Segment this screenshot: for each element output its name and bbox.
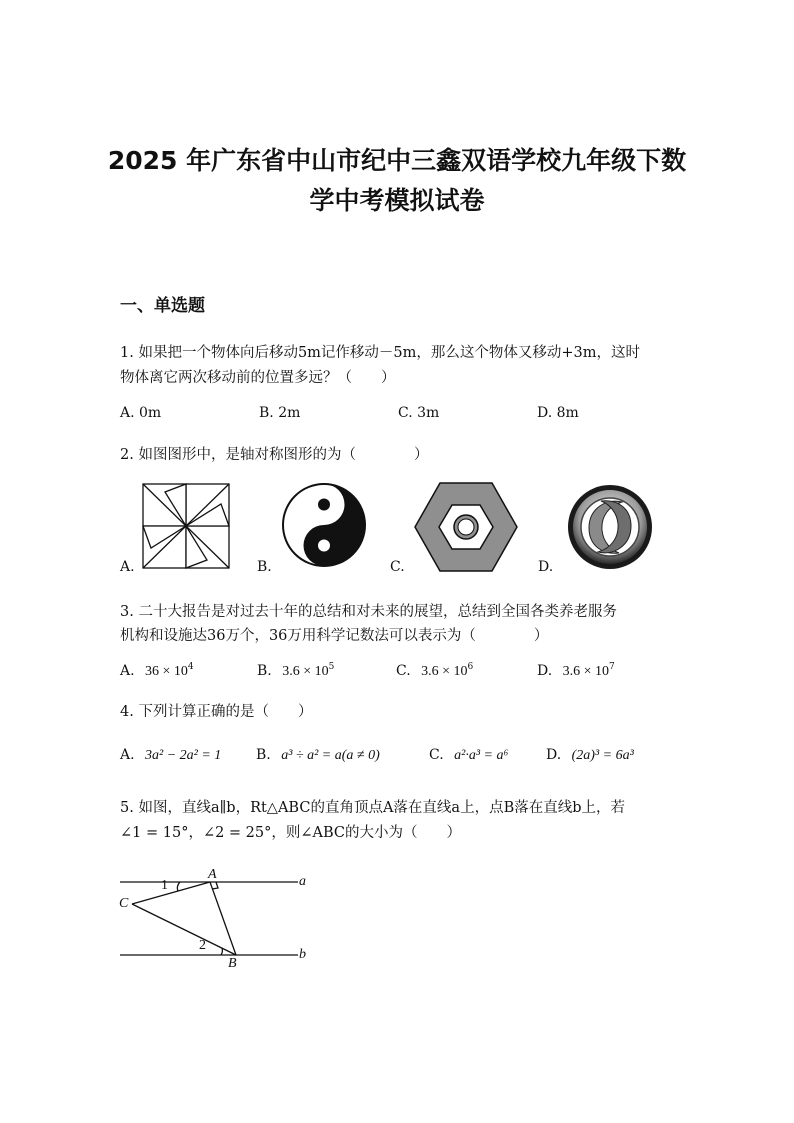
figure-label-a: a — [299, 874, 306, 889]
q4-option-b[interactable] — [256, 747, 380, 764]
q4-option-d[interactable] — [546, 747, 634, 764]
page-title-line2: 学中考模拟试卷 — [309, 186, 485, 215]
figure-label-angle-2: 2 — [199, 938, 206, 953]
q3-option-b-letter: B. — [257, 663, 272, 679]
q2-label-c[interactable]: C. — [390, 559, 405, 575]
right-angle-mark — [212, 882, 218, 889]
q1-option-c[interactable]: C. 3m — [398, 405, 440, 421]
angle-2-arc — [221, 948, 222, 955]
q1-option-a[interactable]: A. 0m — [120, 405, 162, 421]
q2-label-b[interactable]: B. — [257, 559, 272, 575]
q3-option-b-base: 3.6 × 10 — [282, 664, 329, 679]
figure-label-B: B — [228, 956, 237, 971]
hex-nut-figure — [414, 482, 518, 572]
q1-text-line2: 物体离它两次移动前的位置多远？（ ） — [120, 370, 396, 386]
q2-text: 2. 如图图形中，是轴对称图形的为（ ） — [120, 447, 429, 463]
q1-text-line1: 1. 如果把一个物体向后移动5m记作移动－5m，那么这个物体又移动+3m，这时 — [120, 345, 641, 361]
parallel-lines-triangle-figure — [118, 866, 318, 976]
page-title-line1: 2025 年广东省中山市纪中三鑫双语学校九年级下数 — [107, 146, 687, 175]
q4-option-b-letter: B. — [256, 747, 271, 763]
q3-option-a-letter: A. — [120, 663, 135, 679]
q3-option-d-exp: 7 — [609, 662, 615, 672]
figure-label-b: b — [299, 947, 306, 962]
q4-option-d-expr: (2a)³ = 6a³ — [571, 748, 634, 763]
figure-label-C: C — [119, 896, 129, 911]
q3-option-a[interactable] — [120, 662, 194, 680]
section-heading: 一、单选题 — [120, 296, 205, 316]
q3-option-c-base: 3.6 × 10 — [421, 664, 468, 679]
q3-option-a-base: 36 × 10 — [145, 664, 188, 679]
q3-option-d-letter: D. — [537, 663, 553, 679]
q4-option-d-letter: D. — [546, 747, 562, 763]
q5-text-line2: ∠1 = 15°，∠2 = 25°，则∠ABC的大小为（ ） — [120, 825, 462, 841]
q4-option-a[interactable] — [120, 747, 221, 764]
q1-option-b[interactable]: B. 2m — [259, 405, 301, 421]
car-logo-figure — [567, 484, 653, 570]
q4-option-c-letter: C. — [429, 747, 444, 763]
q3-option-c-exp: 6 — [467, 662, 474, 672]
segment-ca — [132, 882, 210, 904]
figure-label-A: A — [208, 867, 217, 882]
q1-option-d[interactable]: D. 8m — [537, 405, 579, 421]
pinwheel-figure — [143, 484, 233, 570]
q3-option-d-base: 3.6 × 10 — [562, 664, 610, 679]
q4-option-c[interactable] — [429, 747, 508, 764]
q4-option-c-expr: a²·a³ = a⁶ — [454, 748, 509, 763]
q3-option-d[interactable] — [537, 662, 615, 680]
q4-option-a-letter: A. — [120, 747, 135, 763]
figure-label-angle-1: 1 — [161, 878, 168, 893]
q2-label-a[interactable]: A. — [120, 559, 135, 575]
q4-option-a-expr: 3a² − 2a² = 1 — [145, 748, 222, 763]
yin-yang-figure — [281, 482, 367, 568]
q3-option-c-letter: C. — [396, 663, 411, 679]
q3-option-b[interactable] — [257, 662, 334, 680]
q2-label-d[interactable]: D. — [538, 559, 554, 575]
q3-option-c[interactable] — [396, 662, 473, 680]
q4-text: 4. 下列计算正确的是（ ） — [120, 704, 313, 720]
q4-option-b-expr: a³ ÷ a² = a(a ≠ 0) — [281, 748, 380, 763]
q3-text-line2: 机构和设施达36万个，36万用科学记数法可以表示为（ ） — [120, 628, 549, 644]
q3-text-line1: 3. 二十大报告是对过去十年的总结和对未来的展望，总结到全国各类养老服务 — [120, 604, 617, 620]
q3-option-a-exp: 4 — [187, 662, 194, 672]
q3-option-b-exp: 5 — [328, 662, 335, 672]
q5-text-line1: 5. 如图，直线a∥b，Rt△ABC的直角顶点A落在直线a上，点B落在直线b上，若 — [120, 800, 626, 816]
angle-1-arc — [177, 882, 180, 891]
